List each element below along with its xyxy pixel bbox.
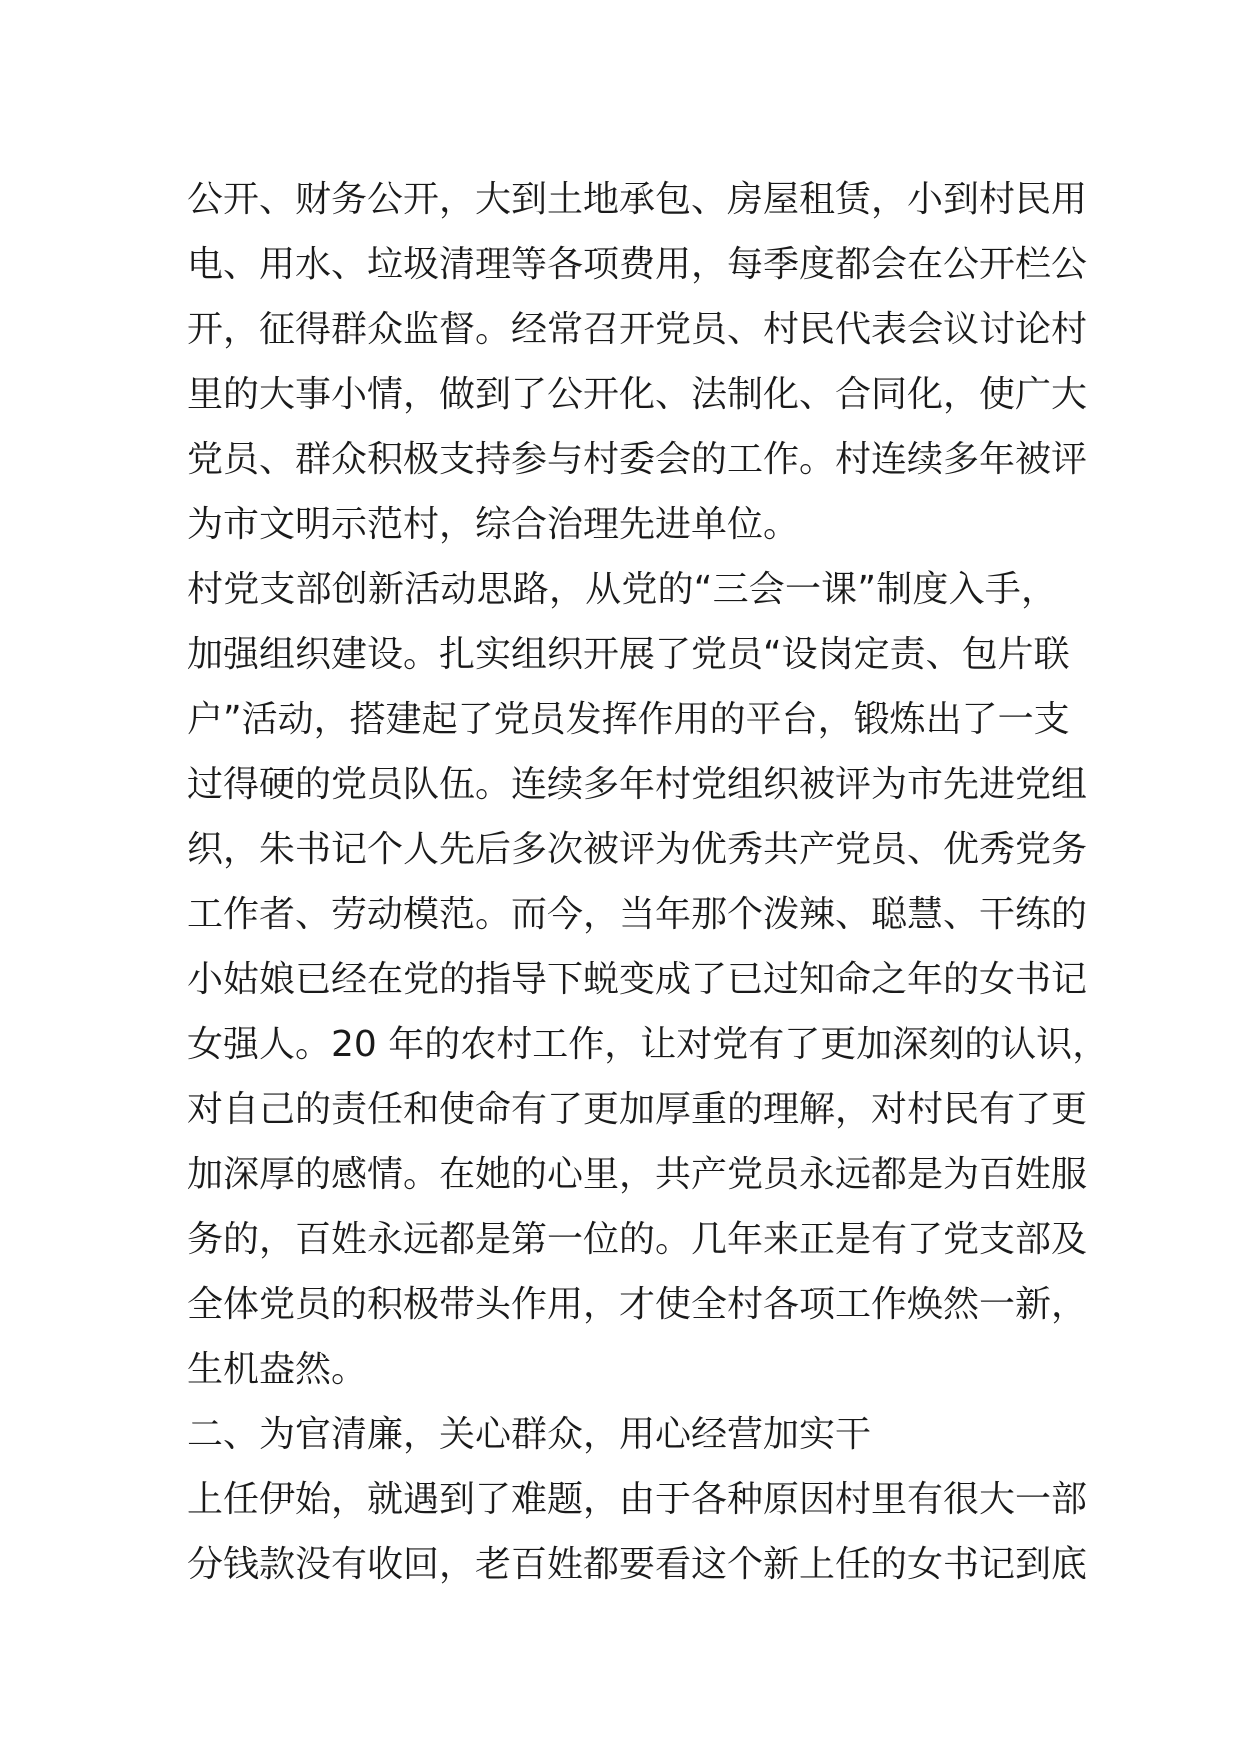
text-line: 开，征得群众监督。经常召开党员、村民代表会议讨论村 [187, 309, 1088, 350]
text-line: 为市文明示范村，综合治理先进单位。 [187, 504, 800, 545]
text-line: 党员、群众积极支持参与村委会的工作。村连续多年被评 [187, 439, 1088, 480]
text-line: 过得硬的党员队伍。连续多年村党组织被评为市先进党组 [187, 764, 1088, 805]
text-line: 电、用水、垃圾清理等各项费用，每季度都会在公开栏公 [187, 244, 1088, 285]
section-heading-two [187, 1402, 1057, 1467]
text-line: 公开、财务公开，大到土地承包、房屋租赁，小到村民用 [187, 179, 1088, 220]
text-line: 加强组织建设。扎实组织开展了党员“设岗定责、包片联 [187, 634, 1070, 675]
text-line: 小姑娘已经在党的指导下蜕变成了已过知命之年的女书记 [187, 959, 1088, 1000]
text-line: 务的，百姓永远都是第一位的。几年来正是有了党支部及 [187, 1219, 1088, 1260]
text-line: 分钱款没有收回，老百姓都要看这个新上任的女书记到底 [187, 1544, 1088, 1585]
paragraph-party-branch-innovation [187, 557, 1109, 1402]
text-line: 对自己的责任和使命有了更加厚重的理解，对村民有了更 [187, 1089, 1088, 1130]
text-line: 加深厚的感情。在她的心里，共产党员永远都是为百姓服 [187, 1154, 1088, 1195]
document-page [187, 167, 1109, 1597]
section-heading: 二、为官清廉，关心群众，用心经营加实干 [187, 1414, 872, 1455]
text-line: 生机盎然。 [187, 1349, 368, 1390]
text-line: 上任伊始，就遇到了难题，由于各种原因村里有很大一部 [187, 1479, 1088, 1520]
text-line: 女强人。20 年的农村工作，让对党有了更加深刻的认识， [187, 1024, 1109, 1065]
text-line: 织，朱书记个人先后多次被评为优秀共产党员、优秀党务 [187, 829, 1088, 870]
text-line: 村党支部创新活动思路，从党的“三会一课”制度入手， [187, 569, 1057, 610]
paragraph-early-tenure [187, 1467, 1088, 1597]
text-line: 工作者、劳动模范。而今，当年那个泼辣、聪慧、干练的 [187, 894, 1088, 935]
paragraph-village-affairs-disclosure [187, 167, 1088, 557]
text-line: 里的大事小情，做到了公开化、法制化、合同化，使广大 [187, 374, 1088, 415]
text-line: 全体党员的积极带头作用，才使全村各项工作焕然一新， [187, 1284, 1088, 1325]
text-line: 户”活动，搭建起了党员发挥作用的平台，锻炼出了一支 [187, 699, 1070, 740]
